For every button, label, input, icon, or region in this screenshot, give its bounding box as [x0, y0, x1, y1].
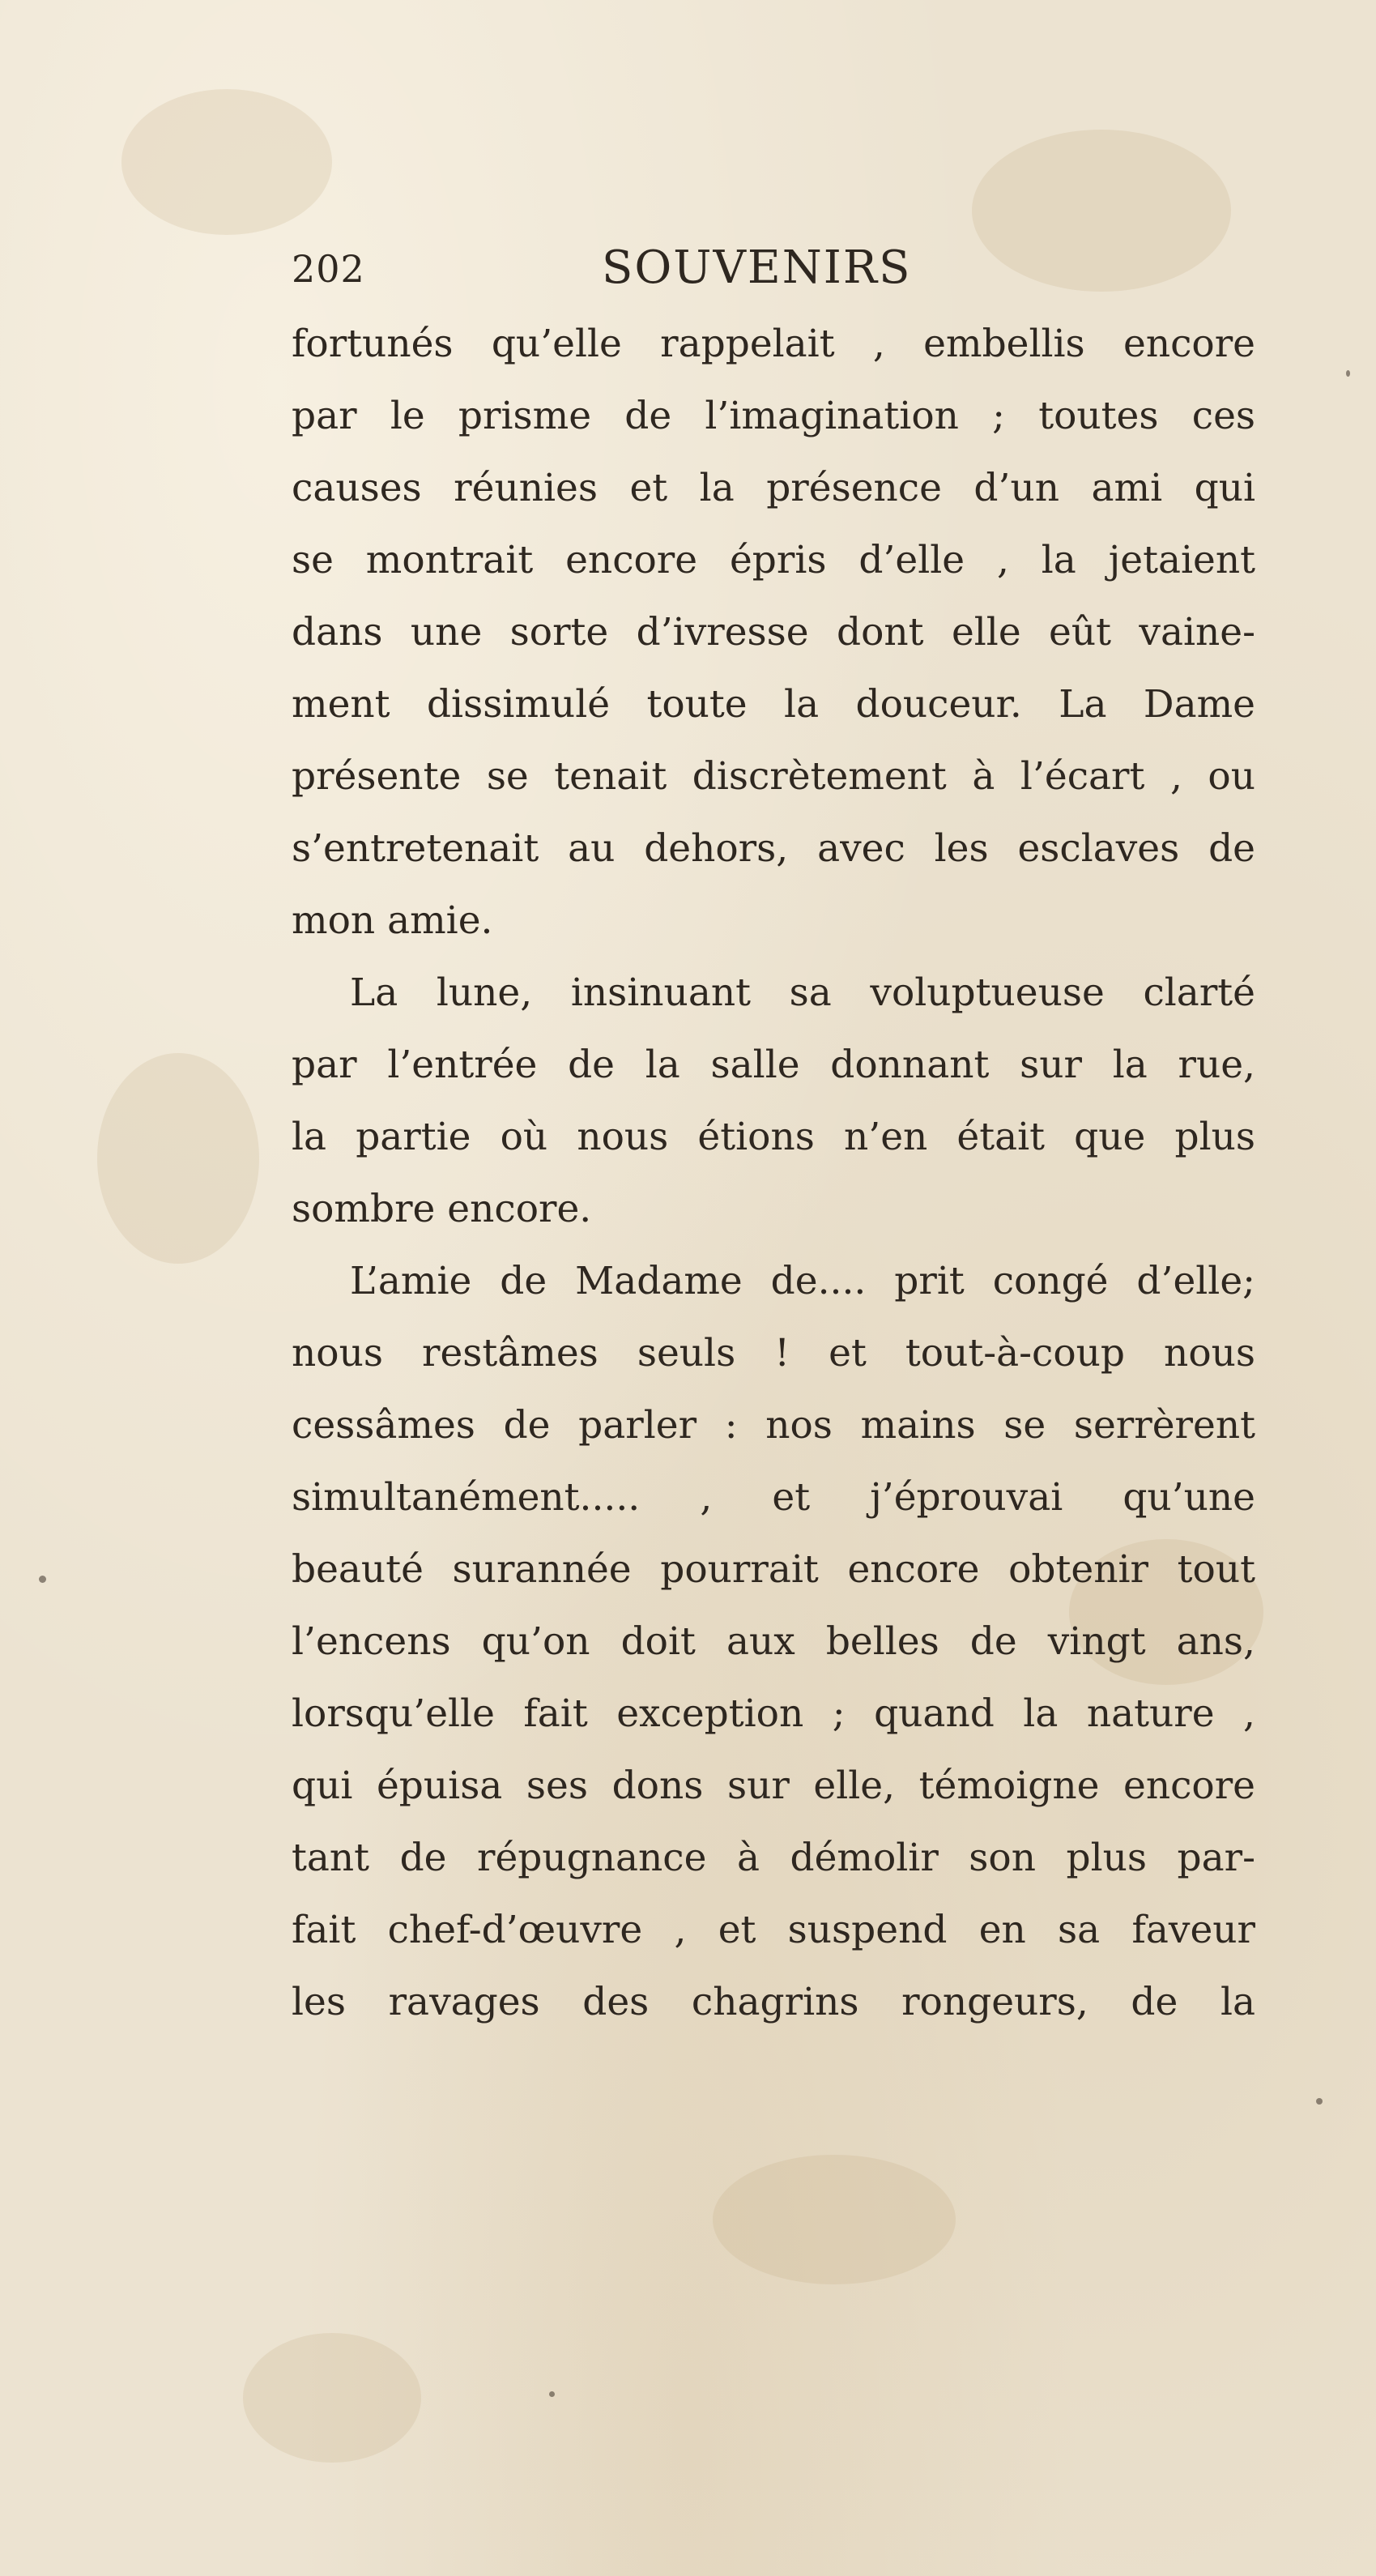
text-line: les ravages des chagrins rongeurs, de la — [292, 1980, 1255, 2024]
text-line: fortunés qu’elle rappelait , embellis encore — [292, 322, 1255, 366]
text-line: dans une sorte d’ivresse dont elle eût vaine- — [292, 610, 1255, 655]
ink-speck — [1316, 2098, 1323, 2105]
body-text — [292, 308, 1255, 2038]
ink-speck — [39, 1576, 46, 1583]
text-line: par le prisme de l’imagination ; toutes ces — [292, 394, 1255, 438]
paper-stain — [97, 1053, 259, 1264]
text-line: lorsqu’elle fait exception ; quand la nature , — [292, 1691, 1255, 1736]
text-line: La lune, insinuant sa voluptueuse clarté — [350, 970, 1255, 1015]
text-line: beauté surannée pourrait encore obtenir tout — [292, 1547, 1255, 1592]
text-line: mon amie. — [292, 898, 493, 943]
text-line: sombre encore. — [292, 1187, 592, 1231]
paper-stain — [713, 2155, 956, 2284]
running-head — [292, 227, 1255, 308]
text-line: ment dissimulé toute la douceur. La Dame — [292, 682, 1255, 727]
text-line: L’amie de Madame de.... prit congé d’elle; — [350, 1259, 1255, 1303]
text-line: se montrait encore épris d’elle , la jetaient — [292, 538, 1255, 582]
text-line: s’entretenait au dehors, avec les esclaves de — [292, 826, 1255, 871]
text-line: causes réunies et la présence d’un ami qui — [292, 466, 1255, 510]
paper-stain — [121, 89, 332, 235]
paper-stain — [243, 2333, 421, 2463]
text-line: l’encens qu’on doit aux belles de vingt ans, — [292, 1619, 1255, 1664]
text-line: fait chef-d’œuvre , et suspend en sa faveur — [292, 1908, 1255, 1952]
running-title: SOUVENIRS — [602, 241, 912, 294]
text-line: qui épuisa ses dons sur elle, témoigne encore — [292, 1764, 1255, 1808]
text-line: cessâmes de parler : nos mains se serrèrent — [292, 1403, 1255, 1448]
text-line: par l’entrée de la salle donnant sur la rue, — [292, 1043, 1255, 1087]
page-content — [292, 227, 1255, 2038]
ink-speck — [549, 2391, 555, 2397]
page-number: 202 — [292, 247, 365, 291]
ink-speck — [1346, 370, 1350, 377]
text-line: nous restâmes seuls ! et tout-à-coup nous — [292, 1331, 1255, 1375]
text-line: tant de répugnance à démolir son plus par- — [292, 1836, 1255, 1880]
text-line: la partie où nous étions n’en était que plus — [292, 1115, 1255, 1159]
text-line: simultanément..... , et j’éprouvai qu’une — [292, 1475, 1255, 1520]
text-line: présente se tenait discrètement à l’écart , ou — [292, 754, 1255, 799]
